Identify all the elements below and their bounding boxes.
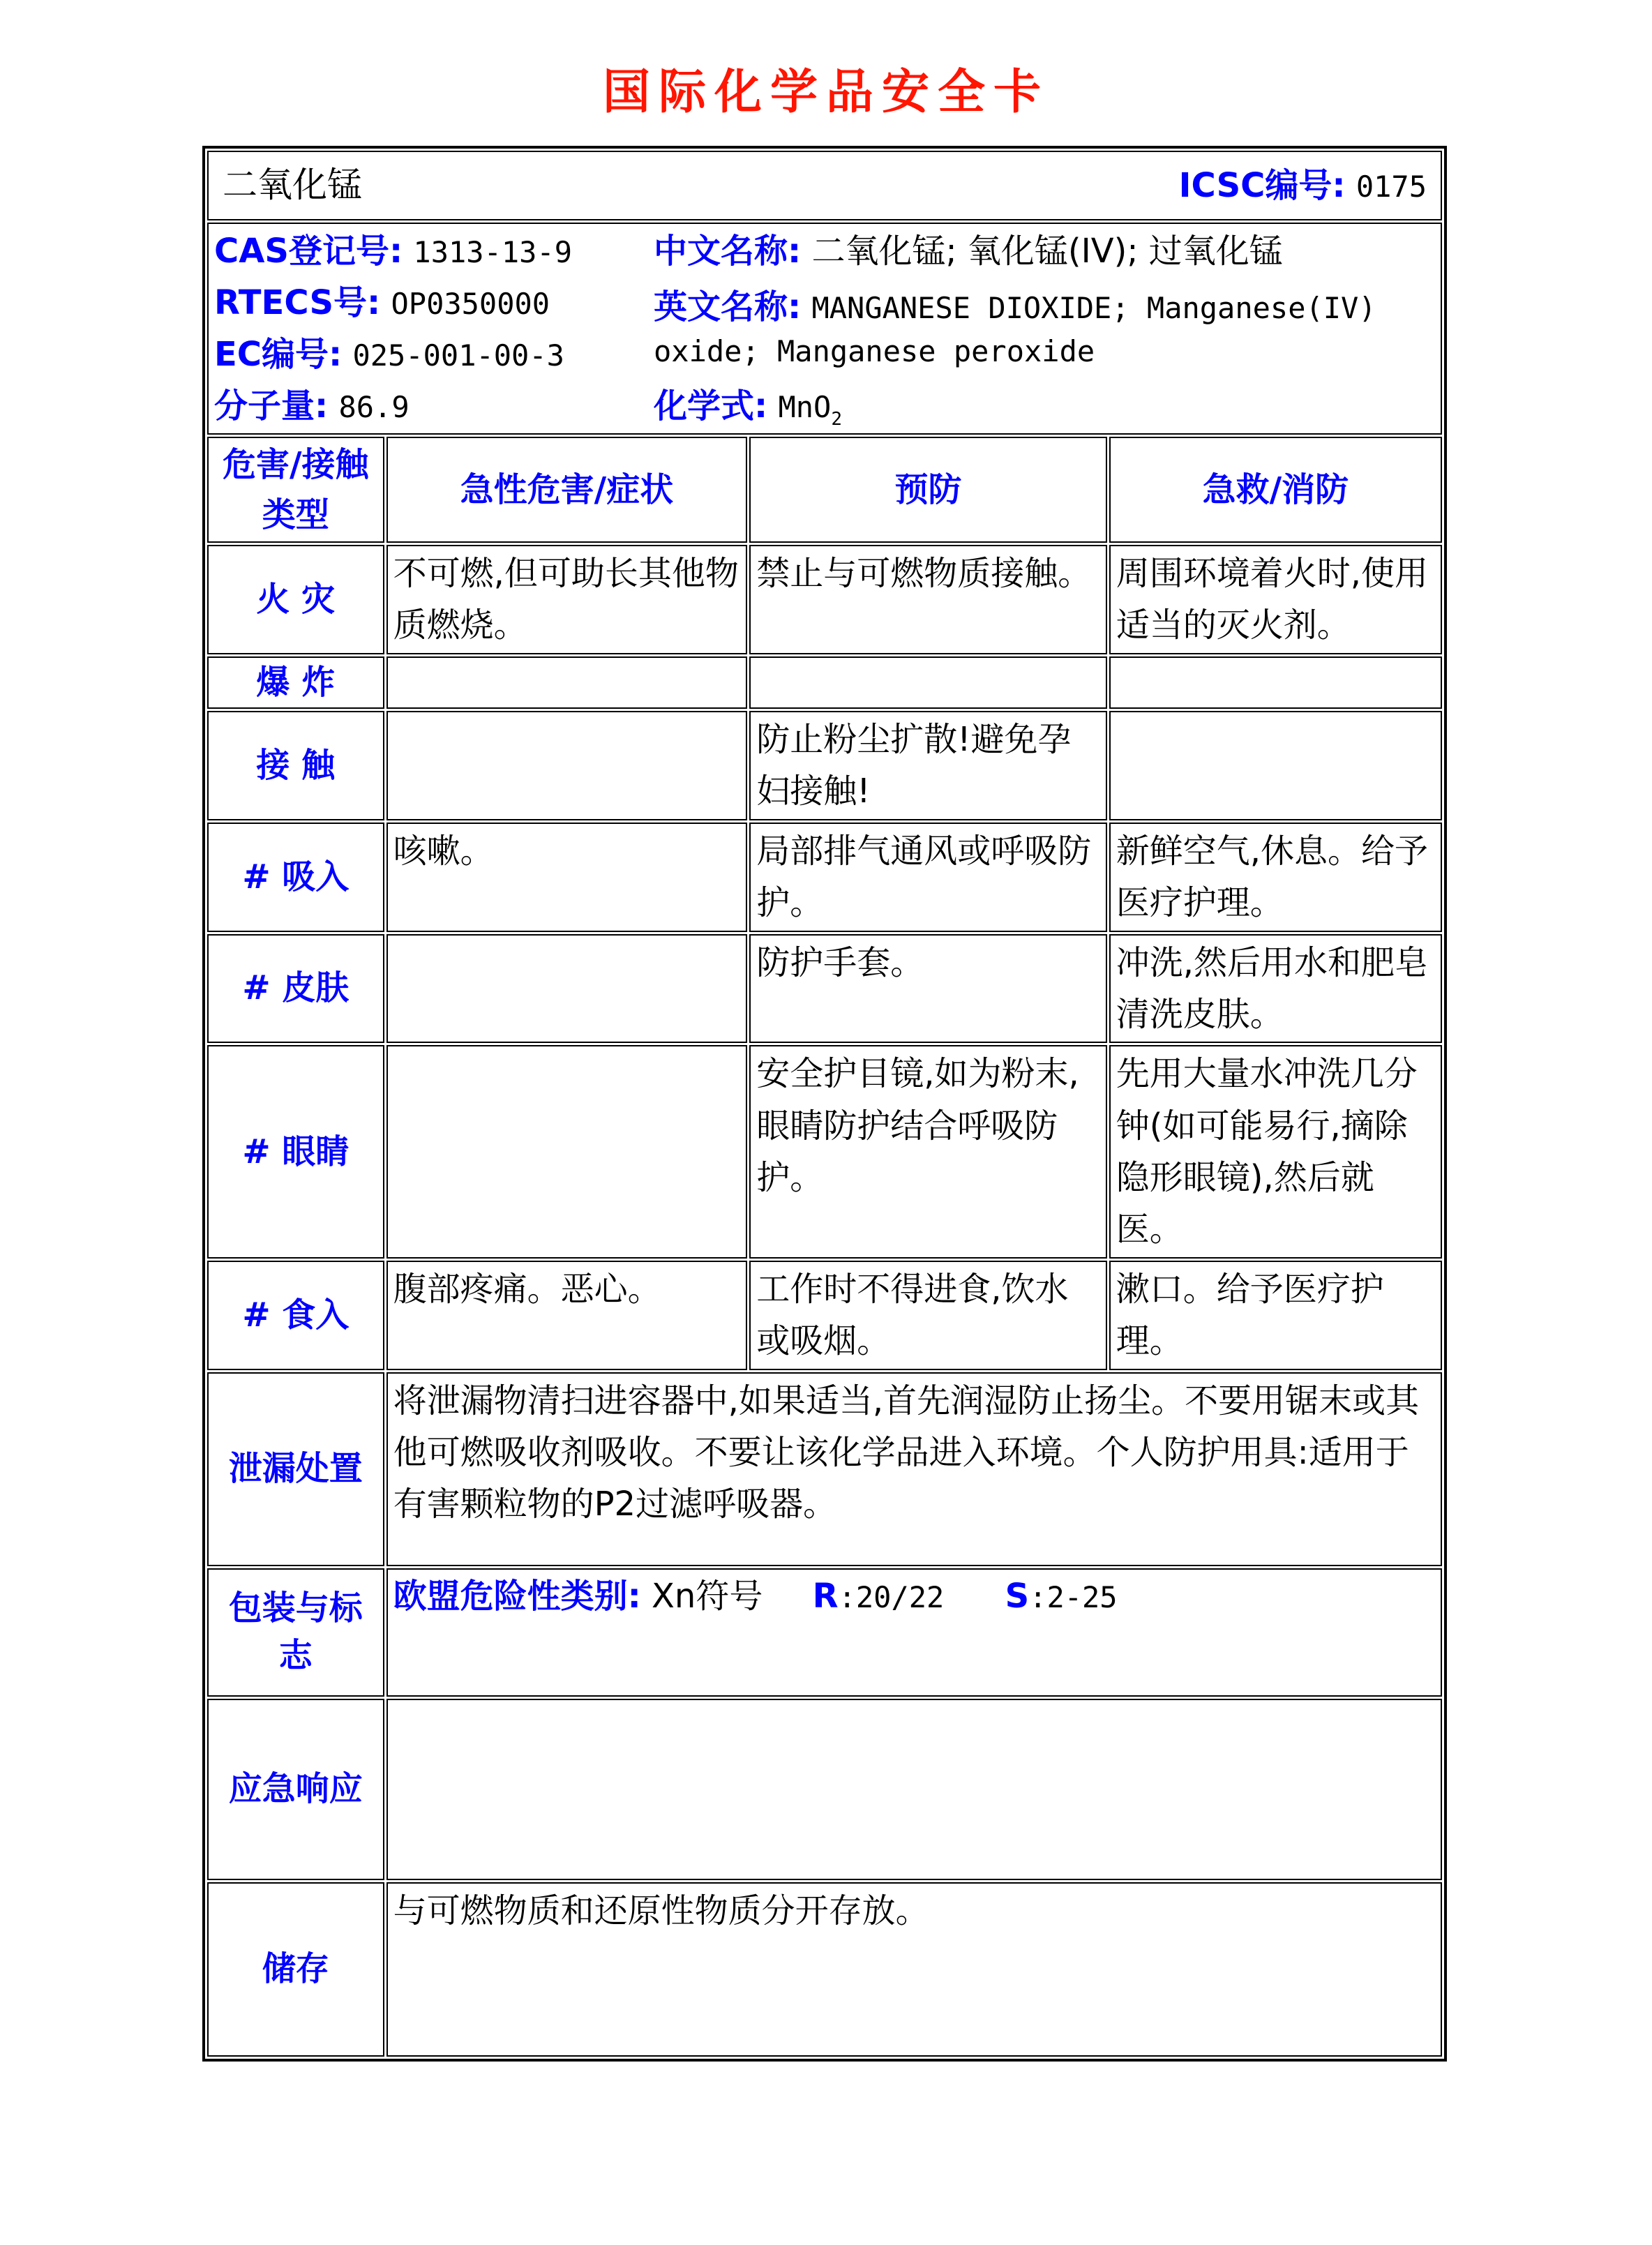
column-header-prevention: 预防 <box>749 437 1106 543</box>
row-label-skin: # 皮肤 <box>207 934 384 1044</box>
chemical-name: 二氧化锰 <box>223 165 362 206</box>
cas-number-value: 1313-13-9 <box>413 235 572 269</box>
hazard-type-header-line1: 危害/接触 <box>223 445 369 484</box>
row-label-explosion: 爆 炸 <box>207 656 384 709</box>
r-phrase <box>813 1577 945 1616</box>
ingestion-prevention-cell: 工作时不得进食,饮水或吸烟。 <box>749 1261 1106 1370</box>
s-phrase <box>1005 1577 1118 1616</box>
row-eyes <box>207 1045 1442 1259</box>
english-name-line <box>654 285 1435 373</box>
emergency-response-content-cell <box>386 1699 1442 1880</box>
inhalation-symptoms-cell: 咳嗽。 <box>386 823 748 932</box>
eu-hazard-class-line <box>393 1571 1435 1621</box>
hazard-table-header-row <box>207 437 1442 543</box>
skin-symptoms-cell <box>386 934 748 1044</box>
formula-subscript: 2 <box>831 409 843 430</box>
row-skin <box>207 934 1442 1044</box>
column-header-symptoms: 急性危害/症状 <box>386 437 748 543</box>
exposure-first-aid-cell <box>1109 711 1442 820</box>
r-phrase-label: R <box>812 1576 839 1616</box>
row-exposure <box>207 711 1442 820</box>
icsc-number-label: ICSC编号: <box>1178 165 1346 205</box>
chemical-formula-label: 化学式: <box>654 386 768 426</box>
row-storage <box>207 1882 1442 2057</box>
eu-hazard-class-label: 欧盟危险性类别: <box>393 1576 641 1616</box>
column-header-first-aid: 急救/消防 <box>1109 437 1442 543</box>
row-ingestion <box>207 1261 1442 1370</box>
chinese-name-label: 中文名称: <box>654 232 802 271</box>
chemical-name-row <box>207 151 1442 220</box>
hazard-type-header-line2: 类型 <box>262 495 329 534</box>
chemical-formula-line <box>654 384 1435 428</box>
explosion-symptoms-cell <box>386 656 748 709</box>
exposure-symptoms-cell <box>386 711 748 820</box>
icsc-card-table <box>202 146 1447 2062</box>
ingestion-symptoms-cell: 腹部疼痛。恶心。 <box>386 1261 748 1370</box>
molecular-weight-value: 86.9 <box>338 389 410 424</box>
english-name-value: MANGANESE DIOXIDE; Manganese(IV) oxide; Manganese peroxide <box>654 290 1376 368</box>
english-name-label: 英文名称: <box>654 287 802 326</box>
row-label-exposure: 接 触 <box>207 711 384 820</box>
eyes-first-aid-cell: 先用大量水冲洗几分钟(如可能易行,摘除隐形眼镜),然后就医。 <box>1109 1045 1442 1259</box>
molecular-weight-line <box>214 384 654 428</box>
spillage-disposal-content-cell: 将泄漏物清扫进容器中,如果适当,首先润湿防止扬尘。不要用锯末或其他可燃吸收剂吸收。不要让该化学品进入环境。个人防护用具:适用于有害颗粒物的P2过滤呼吸器。 <box>386 1372 1442 1566</box>
page-title: 国际化学品安全卡 <box>602 64 1049 120</box>
ec-number-line <box>214 333 654 376</box>
row-label-ingestion: # 食入 <box>207 1261 384 1370</box>
ec-number-label: EC编号: <box>214 334 343 374</box>
row-label-spillage-disposal: 泄漏处置 <box>207 1372 384 1566</box>
column-header-hazard-type <box>207 437 384 543</box>
row-label-storage: 储存 <box>207 1882 384 2057</box>
molecular-weight-label: 分子量: <box>214 386 329 426</box>
identification-row <box>207 223 1442 435</box>
s-phrase-label: S <box>1005 1576 1030 1616</box>
packaging-labelling-content-cell <box>386 1568 1442 1697</box>
row-label-inhalation: # 吸入 <box>207 823 384 932</box>
identification-cell <box>207 223 1442 435</box>
cas-number-label: CAS登记号: <box>214 232 403 271</box>
eyes-symptoms-cell <box>386 1045 748 1259</box>
ec-number-value: 025-001-00-3 <box>352 338 564 373</box>
fire-prevention-cell: 禁止与可燃物质接触。 <box>749 545 1106 654</box>
chemical-name-cell <box>207 151 1442 220</box>
skin-first-aid-cell: 冲洗,然后用水和肥皂清洗皮肤。 <box>1109 934 1442 1044</box>
chinese-name-value: 二氧化锰; 氧化锰(IV); 过氧化锰 <box>811 232 1283 271</box>
row-label-eyes: # 眼睛 <box>207 1045 384 1259</box>
explosion-first-aid-cell <box>1109 656 1442 709</box>
fire-first-aid-cell: 周围环境着火时,使用适当的灭火剂。 <box>1109 545 1442 654</box>
fire-symptoms-cell: 不可燃,但可助长其他物质燃烧。 <box>386 545 748 654</box>
row-fire <box>207 545 1442 654</box>
s-phrase-value: :2-25 <box>1029 1579 1118 1614</box>
row-emergency-response <box>207 1699 1442 1880</box>
inhalation-first-aid-cell: 新鲜空气,休息。给予医疗护理。 <box>1109 823 1442 932</box>
row-label-fire: 火 灾 <box>207 545 384 654</box>
row-packaging-labelling <box>207 1568 1442 1697</box>
rtecs-number-line <box>214 281 654 324</box>
inhalation-prevention-cell: 局部排气通风或呼吸防护。 <box>749 823 1106 932</box>
row-spillage-disposal <box>207 1372 1442 1566</box>
name-icsc-line <box>214 153 1435 218</box>
icsc-number-value: 0175 <box>1356 169 1427 204</box>
identification-right-column <box>654 225 1435 432</box>
icsc-number <box>1179 160 1427 211</box>
chinese-name-line <box>654 230 1435 273</box>
cas-number-line <box>214 230 654 273</box>
ingestion-first-aid-cell: 漱口。给予医疗护理。 <box>1109 1261 1442 1370</box>
explosion-prevention-cell <box>749 656 1106 709</box>
row-inhalation <box>207 823 1442 932</box>
row-label-emergency-response: 应急响应 <box>207 1699 384 1880</box>
row-label-packaging-labelling: 包装与标志 <box>207 1568 384 1697</box>
identification-columns <box>214 225 1435 432</box>
chemical-formula-value <box>778 389 843 430</box>
identification-left-column <box>214 225 654 432</box>
eu-hazard-class-value: Xn符号 <box>652 1576 763 1616</box>
exposure-prevention-cell: 防止粉尘扩散!避免孕妇接触! <box>749 711 1106 820</box>
row-explosion <box>207 656 1442 709</box>
rtecs-number-value: OP0350000 <box>391 286 550 321</box>
eyes-prevention-cell: 安全护目镜,如为粉末,眼睛防护结合呼吸防护。 <box>749 1045 1106 1259</box>
skin-prevention-cell: 防护手套。 <box>749 934 1106 1044</box>
r-phrase-value: :20/22 <box>838 1579 945 1614</box>
formula-base: MnO <box>778 389 832 424</box>
rtecs-number-label: RTECS号: <box>214 283 381 322</box>
storage-content-cell: 与可燃物质和还原性物质分开存放。 <box>386 1882 1442 2057</box>
